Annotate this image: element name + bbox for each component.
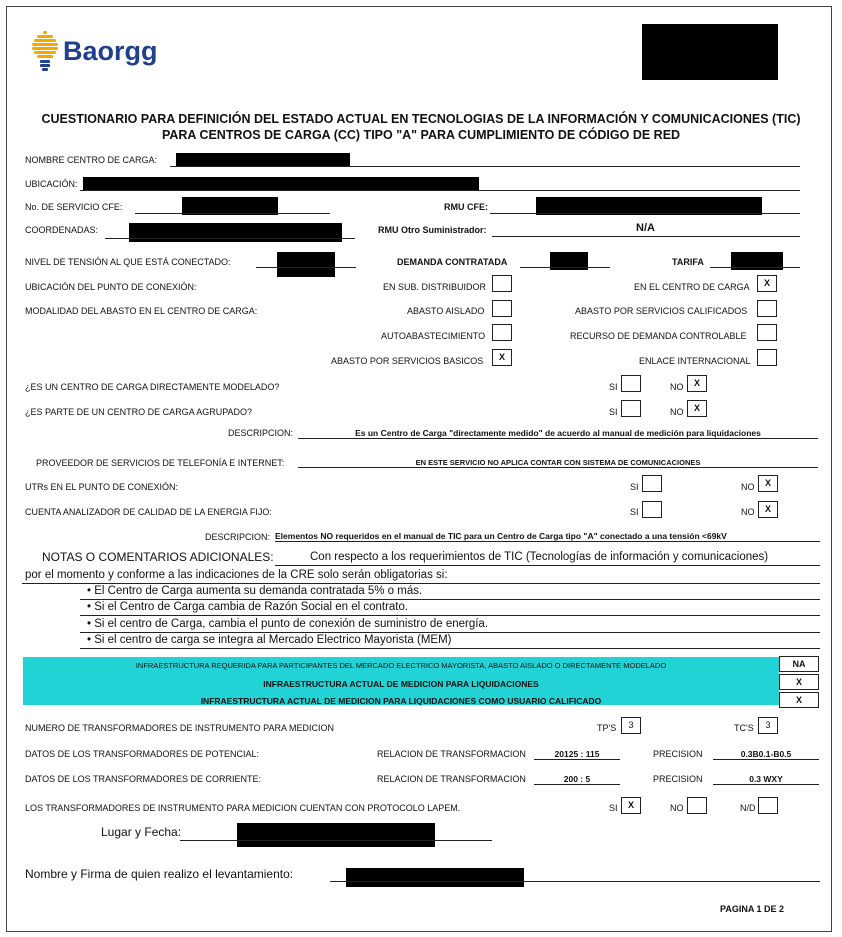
potencial-precision-value: 0.3B0.1-B0.5	[713, 749, 819, 760]
ubicacion-redacted	[83, 177, 479, 190]
lapem-no-checkbox[interactable]	[687, 797, 707, 814]
nota-bullet-4-line	[80, 648, 820, 649]
lapem-si-label: SI	[609, 803, 618, 813]
infraestructura-bar	[23, 657, 779, 705]
nota-bullet-1-line	[80, 599, 820, 600]
nombre-centro-line	[170, 166, 800, 167]
conexion-label: UBICACIÓN DEL PUNTO DE CONEXIÓN:	[25, 282, 197, 292]
utrs-si-checkbox[interactable]	[642, 475, 662, 492]
corriente-label: DATOS DE LOS TRANSFORMADORES DE CORRIENTE:	[25, 774, 262, 784]
calificados-label: ABASTO POR SERVICIOS CALIFICADOS	[575, 306, 748, 316]
calificados-checkbox[interactable]	[757, 300, 777, 317]
tcs-label: TC'S	[734, 723, 754, 733]
infra-row-3: INFRAESTRUCTURA ACTUAL DE MEDICION PARA LIQUIDACIONES COMO USUARIO CALIFICADO	[200, 696, 602, 706]
utrs-si-label: SI	[630, 482, 639, 492]
page-frame	[6, 6, 832, 932]
coordenadas-line	[105, 238, 355, 239]
centro-carga-checkbox[interactable]: X	[757, 275, 777, 292]
nota-bullet-2-line	[80, 615, 820, 616]
modelado-no-label: NO	[670, 382, 684, 392]
brand-logo	[30, 30, 60, 77]
tps-label: TP'S	[597, 723, 617, 733]
redacted-stamp	[642, 24, 778, 80]
autoabasto-checkbox[interactable]	[492, 324, 512, 341]
lugar-fecha-label: Lugar y Fecha:	[101, 825, 182, 839]
lapem-no-label: NO	[670, 803, 684, 813]
document-title-line2: PARA CENTROS DE CARGA (CC) TIPO "A" PARA CUMPLIMIENTO DE CÓDIGO DE RED	[161, 128, 681, 142]
autoabasto-label: AUTOABASTECIMIENTO	[381, 331, 486, 341]
nombre-centro-redacted	[176, 153, 350, 166]
servicio-cfe-label: No. DE SERVICIO CFE:	[25, 202, 123, 212]
corriente-relacion-label: RELACION DE TRANSFORMACION	[377, 774, 526, 784]
page-number: PAGINA 1 DE 2	[720, 904, 785, 914]
basicos-label: ABASTO POR SERVICIOS BASICOS	[331, 356, 484, 366]
lugar-fecha-redacted	[237, 823, 435, 847]
analizador-no-label: NO	[741, 507, 755, 517]
modelado-no-checkbox[interactable]: X	[687, 375, 707, 392]
document-title-line1: CUESTIONARIO PARA DEFINICIÓN DEL ESTADO ACTUAL EN TECNOLOGIAS DE LA INFORMACIÓN Y COMUNICACIONES (TIC)	[41, 112, 801, 126]
demanda-label: DEMANDA CONTRATADA	[397, 257, 508, 267]
descripcion1-label: DESCRIPCION:	[228, 428, 294, 438]
rmu-cfe-line	[490, 213, 800, 214]
coordenadas-redacted	[129, 223, 342, 242]
agrupado-no-checkbox[interactable]: X	[687, 400, 707, 417]
enlace-label: ENLACE INTERNACIONAL	[639, 356, 751, 366]
utrs-no-checkbox[interactable]: X	[758, 475, 778, 492]
nota-bullet-1: • El Centro de Carga aumenta su demanda contratada 5% o más.	[87, 585, 423, 597]
rmu-cfe-label: RMU CFE:	[444, 202, 488, 212]
notas-label: NOTAS O COMENTARIOS ADICIONALES:	[42, 550, 274, 564]
rmu-otro-value: N/A	[636, 222, 655, 234]
infra-row-2-mark[interactable]: X	[779, 674, 819, 690]
demanda-controlable-checkbox[interactable]	[757, 324, 777, 341]
lapem-si-checkbox[interactable]: X	[621, 797, 641, 814]
proveedor-value: EN ESTE SERVICIO NO APLICA CONTAR CON SISTEMA DE COMUNICACIONES	[298, 458, 818, 468]
modelado-si-label: SI	[609, 382, 618, 392]
lightbulb-icon	[30, 30, 60, 72]
notas-underline	[275, 565, 820, 566]
rmu-otro-line	[492, 236, 800, 237]
centro-carga-label: EN EL CENTRO DE CARGA	[634, 282, 750, 292]
lapem-nd-checkbox[interactable]	[758, 797, 778, 814]
corriente-precision-value: 0.3 WXY	[713, 774, 819, 785]
potencial-precision-label: PRECISION	[653, 749, 703, 759]
nombre-firma-line	[330, 881, 820, 882]
nota-bullet-3: • Si el centro de Carga, cambia el punto de conexión de suministro de energía.	[87, 618, 489, 630]
lapem-label: LOS TRANSFORMADORES DE INSTRUMENTO PARA MEDICION CUENTAN CON PROTOCOLO LAPEM.	[25, 803, 461, 813]
sub-distribuidor-checkbox[interactable]	[492, 275, 512, 292]
brand-name: Baorgg	[63, 36, 158, 66]
analizador-no-checkbox[interactable]: X	[758, 501, 778, 518]
modalidad-label: MODALIDAD DEL ABASTO EN EL CENTRO DE CARGA:	[25, 306, 258, 316]
notas-text2: por el momento y conforme a las indicaciones de la CRE solo serán obligatorias si:	[25, 569, 448, 581]
sub-distribuidor-label: EN SUB. DISTRIBUIDOR	[383, 282, 487, 292]
nombre-firma-label: Nombre y Firma de quien realizo el levantamiento:	[25, 867, 294, 881]
agrupado-si-checkbox[interactable]	[621, 400, 641, 417]
nombre-centro-label: NOMBRE CENTRO DE CARGA:	[25, 155, 158, 165]
tarifa-label: TARIFA	[672, 257, 704, 267]
basicos-checkbox[interactable]: X	[492, 349, 512, 366]
analizador-si-checkbox[interactable]	[642, 501, 662, 518]
ubicacion-label: UBICACIÓN:	[25, 179, 78, 189]
notas-text1: Con respecto a los requerimientos de TIC (Tecnologías de información y comunicaciones)	[310, 551, 769, 563]
agrupado-question: ¿ES PARTE DE UN CENTRO DE CARGA AGRUPADO?	[25, 407, 253, 417]
coordenadas-label: COORDENADAS:	[25, 225, 99, 235]
rmu-otro-label: RMU Otro Suministrador:	[378, 225, 487, 235]
nivel-tension-label: NIVEL DE TENSIÓN AL QUE ESTÁ CONECTADO:	[25, 257, 231, 267]
lugar-fecha-line	[180, 840, 492, 841]
lapem-nd-label: N/D	[740, 803, 756, 813]
nombre-firma-redacted	[346, 868, 524, 887]
nivel-tension-redacted	[277, 252, 335, 277]
tarifa-line	[710, 267, 800, 268]
potencial-label: DATOS DE LOS TRANSFORMADORES DE POTENCIAL:	[25, 749, 260, 759]
agrupado-si-label: SI	[609, 407, 618, 417]
nivel-tension-line	[256, 267, 356, 268]
potencial-relacion-label: RELACION DE TRANSFORMACION	[377, 749, 526, 759]
tps-value[interactable]: 3	[621, 717, 641, 734]
demanda-controlable-label: RECURSO DE DEMANDA CONTROLABLE	[570, 331, 747, 341]
corriente-relacion-value: 200 : 5	[534, 774, 620, 785]
nota-bullet-2: • Si el Centro de Carga cambia de Razón Social en el contrato.	[87, 601, 409, 613]
servicio-cfe-line	[135, 213, 330, 214]
enlace-checkbox[interactable]	[757, 349, 777, 366]
descripcion2-value: Elementos NO requeridos en el manual de TIC para un Centro de Carga tipo "A" conectado a una tensión <69kV	[275, 531, 820, 542]
aislado-checkbox[interactable]	[492, 300, 512, 317]
analizador-label: CUENTA ANALIZADOR DE CALIDAD DE LA ENERGIA FIJO:	[25, 507, 272, 517]
infra-row-1: INFRAESTRUCTURA REQUERIDA PARA PARTICIPANTES DEL MERCADO ELECTRICO MAYORISTA, ABASTO AISLADO O DIRECTAMENTE MODELADO	[135, 661, 667, 670]
analizador-si-label: SI	[630, 507, 639, 517]
ubicacion-line	[80, 190, 800, 191]
modelado-question: ¿ES UN CENTRO DE CARGA DIRECTAMENTE MODELADO?	[25, 382, 280, 392]
aislado-label: ABASTO AISLADO	[407, 306, 485, 316]
utrs-label: UTRs EN EL PUNTO DE CONEXIÓN:	[25, 482, 179, 492]
corriente-precision-label: PRECISION	[653, 774, 703, 784]
tcs-value[interactable]: 3	[758, 717, 778, 734]
descripcion1-value: Es un Centro de Carga "directamente medido" de acuerdo al manual de medición para liquidaciones	[298, 428, 818, 439]
potencial-relacion-value: 20125 : 115	[534, 749, 620, 760]
nota-bullet-4: • Si el centro de carga se integra al Mercado Electrico Mayorista (MEM)	[87, 634, 452, 646]
infra-row-1-mark[interactable]: NA	[779, 656, 819, 672]
infra-row-3-mark[interactable]: X	[779, 692, 819, 708]
demanda-line	[520, 267, 610, 268]
agrupado-no-label: NO	[670, 407, 684, 417]
notas-text2-line	[22, 583, 820, 584]
infra-row-2: INFRAESTRUCTURA ACTUAL DE MEDICION PARA LIQUIDACIONES	[263, 679, 539, 689]
descripcion2-label: DESCRIPCION:	[205, 532, 271, 542]
nota-bullet-3-line	[80, 632, 820, 633]
numero-transformadores-label: NUMERO DE TRANSFORMADORES DE INSTRUMENTO PARA MEDICION	[25, 723, 335, 733]
modelado-si-checkbox[interactable]	[621, 375, 641, 392]
utrs-no-label: NO	[741, 482, 755, 492]
proveedor-label: PROVEEDOR DE SERVICIOS DE TELEFONÍA E INTERNET:	[36, 458, 285, 468]
